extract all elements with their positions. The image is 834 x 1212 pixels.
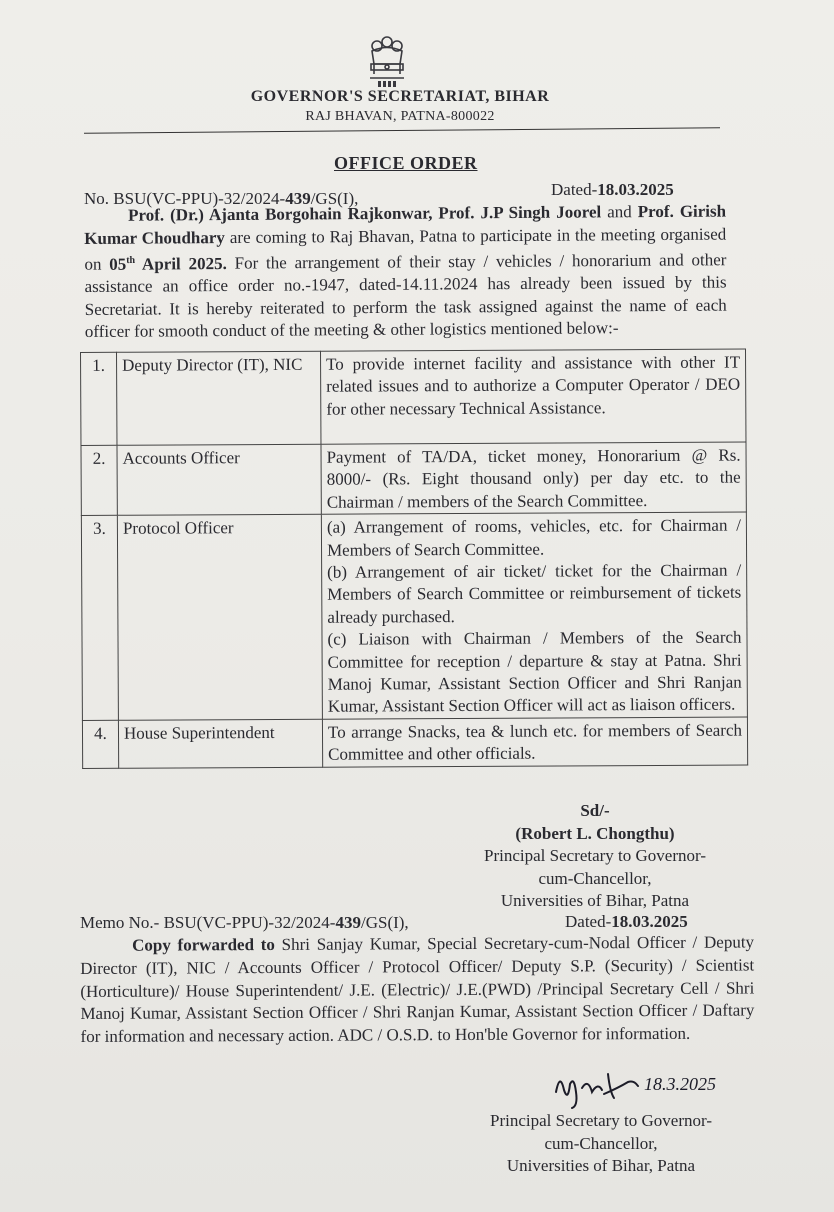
office-address: RAJ BHAVAN, PATNA-800022 xyxy=(305,109,495,124)
office-name: GOVERNOR'S SECRETARIAT, BIHAR xyxy=(250,88,550,105)
serial-number: 4. xyxy=(82,720,118,768)
task-cell: Payment of TA/DA, ticket money, Honorarium @ Rs. 8000/- (Rs. Eight thousand only) per day etc. to the Chairman / members of the Search Committee. xyxy=(321,442,746,514)
order-body: Prof. (Dr.) Ajanta Borgohain Rajkonwar, Prof. J.P Singh Joorel and Prof. Girish Kumar Choudhary are coming to Raj Bhavan, Patna to participate in the meeting organised on 05th April 2025. For the arrangement of their stay / vehicles / honorarium and other assistance an office order no.-1947, dated-14.11.2024 has already been issued by this Secretariat. It is hereby reiterated to perform the task assigned against the name of each officer for smooth conduct of the meeting & other logistics mentioned below:- xyxy=(84,201,727,342)
table-row xyxy=(81,512,747,720)
signatory-designation: Principal Secretary to Governor- xyxy=(484,846,706,865)
handwritten-signature xyxy=(548,1062,748,1110)
order-title: OFFICE ORDER xyxy=(334,153,478,173)
persons-names-2: Prof. Girish Kumar Choudhary xyxy=(84,201,727,248)
signature-date: 18.3.2025 xyxy=(644,1074,716,1094)
copy-forwarded-label: Copy forwarded to xyxy=(132,934,275,955)
signatory-designation: cum-Chancellor, xyxy=(544,1133,658,1153)
signatory-designation: Universities of Bihar, Patna xyxy=(500,891,690,910)
officer-cell: Deputy Director (IT), NIC xyxy=(117,351,321,445)
task-item: (c) Liaison with Chairman / Members of the Search Committee for reception / departure & stay at Patna. Shri Manoj Kumar, Assistant Section Officer and Shri Ranjan Kumar, Assistant Section Officer will act as liaison officers. xyxy=(327,627,742,717)
table-row xyxy=(81,349,746,445)
serial-number: 3. xyxy=(81,516,118,721)
copy-forwarded-paragraph: Copy forwarded to Shri Sanjay Kumar, Special Secretary-cum-Nodal Officer / Deputy Director (IT), NIC / Accounts Officer / Protocol Officer/ Deputy S.P. (Security) / Scientist (Horticulture)/ House Superintendent/ J.E. (Electric)/ J.E.(PWD) /Principal Secretary Cell / Shri Manoj Kumar, Assistant Section Officer / Shri Ranjan Kumar, Assistant Section Officer / Daftary for information and necessary action. ADC / O.S.D. to Hon'ble Governor for information. xyxy=(80,932,755,1047)
signatory-designation: Universities of Bihar, Patna xyxy=(506,1156,696,1175)
reference-number: No. BSU(VC-PPU)-32/2024-439/GS(I), xyxy=(84,189,359,208)
task-cell: To provide internet facility and assistance with other IT related issues and to authorize a Computer Operator / DEO for other necessary Technical Assistance. xyxy=(320,349,745,444)
signatory-name: (Robert L. Chongthu) xyxy=(515,823,675,843)
officer-cell: Protocol Officer xyxy=(117,514,322,720)
reference-date: Dated-18.03.2025 xyxy=(551,180,674,199)
memo-date: Dated-18.03.2025 xyxy=(565,912,688,931)
table-row xyxy=(82,717,747,768)
signatory-block xyxy=(460,800,730,913)
meeting-date: 05th April 2025. xyxy=(109,253,227,274)
table-row xyxy=(81,442,746,516)
officer-cell: House Superintendent xyxy=(118,719,322,768)
serial-number: 1. xyxy=(81,352,117,445)
persons-names: Prof. (Dr.) Ajanta Borgohain Rajkonwar, Prof. J.P Singh Joorel xyxy=(128,202,602,225)
memo-number: Memo No.- BSU(VC-PPU)-32/2024-439/GS(I), xyxy=(80,913,409,932)
task-item: (b) Arrangement of air ticket/ ticket for the Chairman / Members of Search Committee or reimbursement of tickets already purchased. xyxy=(327,560,742,627)
task-cell: To arrange Snacks, tea & lunch etc. for members of Search Committee and other officials. xyxy=(322,717,747,767)
task-item: (a) Arrangement of rooms, vehicles, etc. for Chairman / Members of Search Committee. xyxy=(326,515,741,560)
signatory-block-2 xyxy=(465,1110,737,1178)
signatory-designation: Principal Secretary to Governor- xyxy=(490,1111,712,1130)
duties-table xyxy=(80,349,748,769)
signed-mark: Sd/- xyxy=(580,801,610,820)
national-emblem-icon xyxy=(364,34,410,92)
task-cell xyxy=(321,512,747,719)
header-divider xyxy=(84,127,720,134)
officer-cell: Accounts Officer xyxy=(117,444,321,515)
serial-number: 2. xyxy=(81,445,117,515)
signatory-designation: cum-Chancellor, xyxy=(538,868,652,888)
